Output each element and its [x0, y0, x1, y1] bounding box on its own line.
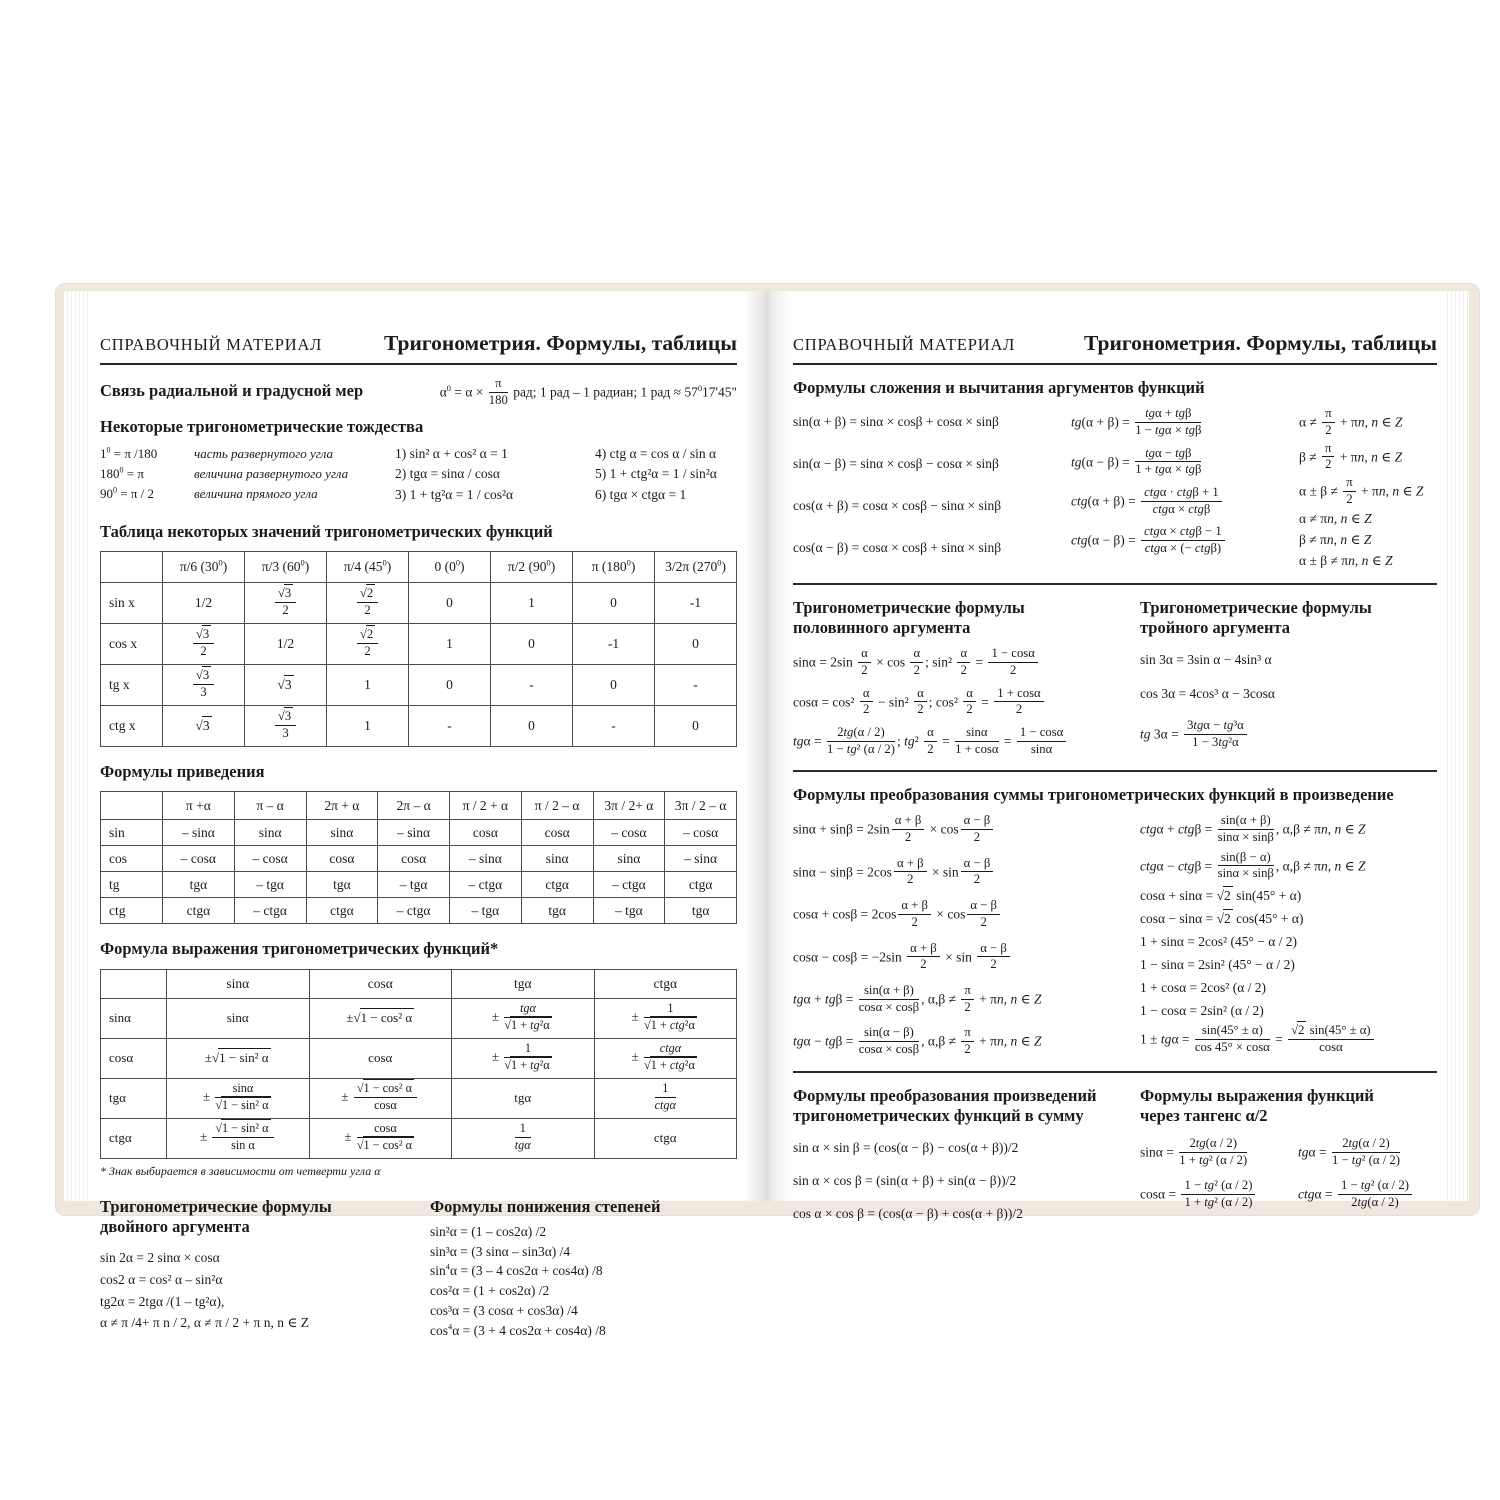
section-heading-double: Тригонометрические формулы двойного аргумента — [100, 1196, 332, 1236]
formula-line: sinα + sinβ = 2sin $\frac{\alpha + \beta}{2}$ × cos $\frac{\alpha - \beta}{2}$ — [793, 815, 1140, 845]
expression-footnote: * Знак выбирается в зависимости от четверти угла α — [100, 1163, 381, 1178]
formula-line: sin³α = (3 sinα – sin3α) /4 — [430, 1243, 571, 1259]
identity-line: $180^0 = \pi$ величина развернутого угла — [100, 465, 349, 481]
row-label: tg x — [101, 665, 163, 706]
half-formulas — [793, 648, 1140, 757]
formula-line: sinα = $\frac{2tg(\alpha / 2)}{\text{1 + tg² (α / 2)}}$ — [1140, 1135, 1248, 1167]
table-cell: 1/2 — [163, 583, 245, 624]
formula-line: β ≠ $\frac{\pi}{2}$ + πn, n ∈ Z — [1299, 440, 1403, 472]
formula-line: tg(α − β) = tgα − tgβ 1 + tgα × tgβ — [1071, 445, 1202, 477]
table-row — [101, 898, 737, 924]
table-cell: - — [573, 706, 655, 747]
formula-line: sin(α − β) = sinα × cosβ − cosα × sinβ — [793, 456, 999, 471]
table-row — [101, 846, 737, 872]
table-cell: – cosα — [234, 846, 306, 872]
table-cell: cosα — [378, 846, 450, 872]
table-cell: - — [491, 665, 573, 706]
table-row — [101, 820, 737, 846]
identities-col-c — [595, 446, 737, 505]
table-row — [101, 1038, 737, 1078]
row-label: tg — [101, 872, 163, 898]
formula-line: tg(α + β) = tgα + tgβ 1 − tgα × tgβ — [1071, 406, 1202, 437]
table-cell: 1 — [409, 624, 491, 665]
table-cell: 0 — [409, 583, 491, 624]
table-cell: - — [655, 665, 737, 706]
table-cell: – cosα — [665, 820, 737, 846]
section-heading-identities: Некоторые тригонометрические тождества — [100, 417, 424, 437]
section-heading-prod2sum: Формулы преобразования произведений тригонометрических функций в сумму — [793, 1085, 1097, 1125]
formula-line: tg 3α = 3tgα − tg³α 1 − 3tg²α — [1140, 720, 1437, 750]
sum2prod-col1 — [793, 815, 1140, 1057]
section-sum2prod — [793, 785, 1437, 1057]
table-cell: ±√1 − sin² α — [167, 1038, 310, 1078]
table-cell: - — [409, 706, 491, 747]
formula-line: cos²α = (1 + cos2α) /2 — [430, 1283, 550, 1299]
formula-line: 6) tgα × ctgα = 1 — [595, 487, 687, 503]
table-cell: sinα — [593, 846, 665, 872]
formula-line: β ≠ πn, n ∈ Z — [1299, 532, 1372, 548]
formula-line: 1 − sinα = 2sin² (45° − α / 2) — [1140, 956, 1295, 972]
table-cell: – tgα — [593, 898, 665, 924]
formula-line: sin(α + β) = sinα × cosβ + cosα × sinβ — [793, 414, 999, 430]
tanhalf-col2 — [1298, 1135, 1437, 1211]
table-cell: $\frac{√3}{3}$ — [245, 706, 327, 747]
table-row — [101, 998, 737, 1038]
table-cell: √3 — [163, 706, 245, 747]
row-label: tgα — [101, 1078, 167, 1118]
table-row — [101, 665, 737, 706]
table-cell: – sinα — [378, 820, 450, 846]
section-identities — [100, 417, 737, 504]
table-cell: ctgα — [306, 898, 378, 924]
column-header: 3/2π $(270^0)$ — [655, 552, 737, 583]
column-header: π/4 $(45^0)$ — [327, 552, 409, 583]
table-cell: 0 — [655, 706, 737, 747]
formula-line: $\cos^4\alpha = (3 + 4$ cos2α + cos4α) /8 — [430, 1322, 606, 1338]
table-cell: ±√1 − cos² α — [309, 998, 452, 1038]
data-table — [100, 969, 737, 1159]
table-cell: cosα — [309, 1038, 452, 1078]
triple-formulas — [1140, 652, 1437, 750]
table-cell: sinα — [234, 820, 306, 846]
formula-line: cos α × cos β = (cos(α − β) + cos(α + β))/2 — [793, 1205, 1023, 1221]
values-table — [100, 551, 737, 747]
column-header: π / 2 + α — [450, 792, 522, 820]
formula-line: 1) sin² α + cos² α = 1 — [395, 445, 508, 461]
table-cell: tgα — [163, 872, 235, 898]
table-cell: – ctgα — [378, 898, 450, 924]
data-table — [100, 791, 737, 924]
formula-line: α ≠ π /4+ π n / 2, α ≠ π / 2 + π n, n ∈ Z — [100, 1315, 309, 1331]
column-header: π / 2 – α — [521, 792, 593, 820]
formula-line: 1 + sinα = 2cos² (45° − α / 2) — [1140, 933, 1298, 949]
section-heading-reduction: Формулы приведения — [100, 762, 265, 782]
table-cell: 0 — [409, 665, 491, 706]
table-cell: $\frac{√2}{2}$ — [327, 624, 409, 665]
formula-line: cosα = cos² $\frac{\alpha}{2}$ − sin² $\frac{\alpha}{2}$ ; cos² $\frac{\alpha}{2}$ = $\frac{1 + \cos\alpha}{2}$ — [793, 688, 1140, 718]
formula-line: tgα = $\frac{2tg(\alpha / 2)}{\text{1 − tg² (α / 2)}}$ ; tg² $\frac{\alpha}{2}$ = $\frac{\sin\alpha}{1 + \cos\alpha}$ = $\frac{1 - \cos\alpha}{\sin\alpha}$ — [793, 727, 1140, 757]
column-header: π +α — [163, 792, 235, 820]
row-label: sin — [101, 820, 163, 846]
table-cell: ± ctgα √1 + ctg²α — [594, 1038, 737, 1078]
column-header: ctgα — [594, 969, 737, 998]
formula-line: ctg(α + β) = ctgα · ctgβ + 1 ctgα × ctgβ — [1071, 487, 1299, 517]
table-cell: 1 — [327, 665, 409, 706]
page-title: Тригонометрия. Формулы, таблицы — [1083, 331, 1437, 355]
data-table — [100, 551, 737, 747]
formula-line: sin²α = (1 – cos2α) /2 — [430, 1223, 547, 1239]
table-cell: ± $\frac{\text{√1 − cos² α}}{\cos\alpha}$ — [309, 1078, 452, 1118]
section-heading-sum2prod: Формулы преобразования суммы тригонометрических функций в произведение — [793, 785, 1394, 805]
formula-line: cos³α = (3 cosα + cos3α) /4 — [430, 1303, 578, 1319]
formula-line: 2) tgα = sinα / cosα — [395, 466, 500, 482]
formula-line: tgα − tgβ = $\frac{\sin(\alpha - \beta)}{\cos\alpha \times \cos\beta}$ , α,β ≠ $\frac{\pi}{2}$ + πn, n ∈ Z — [793, 1025, 1042, 1056]
column-header: 3π / 2+ α — [593, 792, 665, 820]
right-page — [763, 291, 1469, 1221]
tanhalf-col1 — [1140, 1135, 1298, 1211]
table-cell: 1 tgα — [452, 1118, 595, 1158]
section-heading-half: Тригонометрические формулы половинного аргумента — [793, 597, 1025, 637]
table-cell: tgα — [521, 898, 593, 924]
section-values — [100, 522, 737, 747]
reduction-table — [100, 791, 737, 924]
table-cell: ± tgα √1 + tg²α — [452, 998, 595, 1038]
column-header: π/2 $(90^0)$ — [491, 552, 573, 583]
formula-line: cos 3α = 4cos³ α − 3cosα — [1140, 686, 1275, 701]
table-cell: – tgα — [234, 872, 306, 898]
sum2prod-col2 — [1140, 815, 1437, 1055]
formula-line: tg2α = 2tgα /(1 – tg²α), — [100, 1293, 225, 1309]
formula-line: α ± β ≠ $\frac{\pi}{2}$ + πn, n ∈ Z — [1299, 474, 1424, 506]
table-cell: sinα — [306, 820, 378, 846]
table-cell: sinα — [521, 846, 593, 872]
section-heading-radial: Связь радиальной и градусной мер — [100, 381, 364, 401]
formula-line: tgα = $\frac{2tg(\alpha / 2)}{\text{1 − tg² (α / 2)}}$ — [1298, 1135, 1400, 1167]
table-cell: ctgα — [665, 872, 737, 898]
section-heading-values: Таблица некоторых значений тригонометрических функций — [100, 522, 553, 542]
column-header: π/3 $(60^0)$ — [245, 552, 327, 583]
column-header: 2π + α — [306, 792, 378, 820]
table-cell: cosα — [521, 820, 593, 846]
formula-line: sinα − sinβ = 2cos $\frac{\alpha + \beta}{2}$ × sin $\frac{\alpha - \beta}{2}$ — [793, 858, 1140, 888]
power-formulas — [430, 1224, 737, 1340]
table-cell: sinα — [167, 998, 310, 1038]
section-addsub — [793, 378, 1437, 570]
row-label: sinα — [101, 998, 167, 1038]
table-cell: -1 — [573, 624, 655, 665]
formula-line: sin α × cos β = (sin(α + β) + sin(α − β))/2 — [793, 1172, 1017, 1188]
table-cell: ± 1 √1 + ctg²α — [594, 998, 737, 1038]
table-cell: √3 — [245, 665, 327, 706]
table-cell: ± $\frac{\cos\alpha}{\text{√1 − cos² α}}$ — [309, 1118, 452, 1158]
formula-line: 3) 1 + tg²α = 1 / cos²α — [395, 487, 514, 503]
table-cell: 0 — [573, 665, 655, 706]
formula-line: 5) 1 + ctg²α = 1 / sin²α — [595, 466, 717, 482]
table-row — [101, 872, 737, 898]
section-heading-expression: Формула выражения тригонометрических функций* — [100, 939, 499, 959]
table-cell: 1 — [491, 583, 573, 624]
column-header: 2π – α — [378, 792, 450, 820]
column-header — [101, 969, 167, 998]
column-header — [101, 552, 163, 583]
page-header — [100, 331, 737, 365]
formula-line: 1 ± tgα = $\frac{\sin(45^\circ \pm \alpha)}{\cos 45^\circ \times \cos\alpha}$ = $\frac{√2 \sin(45^\circ \pm \alpha)}{\cos\alpha}$ — [1140, 1025, 1437, 1055]
table-cell: cosα — [450, 820, 522, 846]
table-row — [101, 624, 737, 665]
formula-line: tgα + tgβ = $\frac{\sin(\alpha + \beta)}{\cos\alpha \times \cos\beta}$ , α,β ≠ $\frac{\pi}{2}$ + πn, n ∈ Z — [793, 982, 1042, 1014]
formula-line: sin 2α = 2 sinα × cosα — [100, 1249, 220, 1265]
page-header — [793, 331, 1437, 365]
table-header-row — [101, 792, 737, 820]
row-label: ctg x — [101, 706, 163, 747]
table-cell: – cosα — [163, 846, 235, 872]
formula-line: sinα = 2sin $\frac{\alpha}{2}$ × cos $\frac{\alpha}{2}$ ; sin² $\frac{\alpha}{2}$ = $\frac{1 - \cos\alpha}{2}$ — [793, 648, 1140, 678]
section-divider — [793, 1071, 1437, 1073]
table-cell: $\frac{√3}{2}$ — [245, 583, 327, 624]
table-cell: – tgα — [378, 872, 450, 898]
row-label: cos x — [101, 624, 163, 665]
row-label: ctgα — [101, 1118, 167, 1158]
section-heading-triple: Тригонометрические формулы тройного аргумента — [1140, 597, 1372, 637]
formula-line: 1 + cosα = 2cos² (α / 2) — [1140, 979, 1267, 995]
table-cell: 1/2 — [245, 624, 327, 665]
row-label: cosα — [101, 1038, 167, 1078]
table-cell: 0 — [655, 624, 737, 665]
formula-line: ctgα − ctgβ = $\frac{\sin(\beta - \alpha)}{\sin\alpha \times \sin\beta}$ , α,β ≠ πn, n ∈ Z — [1140, 849, 1366, 881]
addsub-col2 — [1071, 408, 1299, 557]
column-header: 0 $(0^0)$ — [409, 552, 491, 583]
formula-line: cosα = $\frac{\text{1 − tg² (α / 2)}}{\text{1 + tg² (α / 2)}}$ — [1140, 1180, 1298, 1210]
table-cell: -1 — [655, 583, 737, 624]
table-row — [101, 706, 737, 747]
table-cell: tgα — [306, 872, 378, 898]
table-row — [101, 1078, 737, 1118]
formula-line: sin α × sin β = (cos(α − β) − cos(α + β))/2 — [793, 1139, 1019, 1155]
radial-formula: $\alpha^0 = \alpha$ × $\frac{\pi}{180}$ рад; 1 рад – 1 радиан; 1 рад ≈ $57^017'45$" — [439, 376, 737, 407]
table-cell: $\frac{√3}{2}$ — [163, 624, 245, 665]
table-cell: 0 — [491, 624, 573, 665]
table-cell: ± $\frac{1}{\text{√1 + tg²α}}$ — [452, 1038, 595, 1078]
table-cell: ctgα — [521, 872, 593, 898]
column-header: cosα — [309, 969, 452, 998]
formula-line: α ≠ πn, n ∈ Z — [1299, 511, 1372, 527]
table-cell: ± $\frac{\text{√1 − sin² α}}{\text{sin α}}$ — [167, 1118, 310, 1158]
table-cell: 1 ctgα — [594, 1078, 737, 1118]
table-header-row — [101, 552, 737, 583]
table-row — [101, 1118, 737, 1158]
page-title: Тригонометрия. Формулы, таблицы — [383, 331, 737, 355]
identities-col-b — [395, 446, 595, 505]
formula-line: α ± β ≠ πn, n ∈ Z — [1299, 553, 1393, 568]
formula-line: cosα − cosβ = −2sin $\frac{\alpha + \beta}{2}$ × sin $\frac{\alpha - \beta}{2}$ — [793, 943, 1140, 973]
addsub-col3 — [1299, 408, 1437, 570]
table-header-row — [101, 969, 737, 998]
table-cell: – sinα — [163, 820, 235, 846]
column-header: tgα — [452, 969, 595, 998]
formula-line: sin 3α = 3sin α − 4sin³ α — [1140, 652, 1272, 668]
column-header: π/6 $(30^0)$ — [163, 552, 245, 583]
formula-line: $\sin^4\alpha = (3 - 4$ cos2α + cos4α) /8 — [430, 1262, 603, 1279]
double-formulas — [100, 1250, 430, 1333]
table-cell: – cosα — [593, 820, 665, 846]
section-heading-addsub: Формулы сложения и вычитания аргументов функций — [793, 378, 1205, 397]
section-bottom-left — [100, 1197, 737, 1340]
formula-line: cosα + cosβ = 2cos $\frac{\alpha + \beta}{2}$ × cos $\frac{\alpha - \beta}{2}$ — [793, 900, 1140, 930]
identities-col-a — [100, 446, 395, 502]
section-reduction — [100, 762, 737, 924]
column-header: 3π / 2 – α — [665, 792, 737, 820]
row-label: ctg — [101, 898, 163, 924]
table-cell: 1 — [327, 706, 409, 747]
formula-line: ctgα = $\frac{\text{1 − tg² (α / 2)}}{2tg(\alpha / 2)}$ — [1298, 1180, 1437, 1210]
section-expression — [100, 939, 737, 1178]
row-label: sin x — [101, 583, 163, 624]
identity-line: $90^0 = \pi / 2$ величина прямого угла — [100, 485, 318, 501]
column-header: π $(180^0)$ — [573, 552, 655, 583]
section-half-triple — [793, 598, 1437, 757]
table-cell: cosα — [306, 846, 378, 872]
formula-line: cos2 α = cos² α – sin²α — [100, 1271, 223, 1287]
table-cell: $\frac{√3}{3}$ — [163, 665, 245, 706]
section-heading-tanhalf: Формулы выражения функций через тангенс α/2 — [1140, 1085, 1374, 1125]
table-cell: ± $\frac{\sin\alpha}{\text{√1 − sin² α}}$ — [167, 1078, 310, 1118]
formula-line: cosα − sinα = √2 cos(45° + α) — [1140, 911, 1304, 926]
page-kicker: СПРАВОЧНЫЙ МАТЕРИАЛ — [793, 335, 1016, 354]
table-cell: – ctgα — [450, 872, 522, 898]
table-cell: – ctgα — [234, 898, 306, 924]
section-radial — [100, 378, 737, 408]
table-cell: – tgα — [450, 898, 522, 924]
expression-table — [100, 969, 737, 1159]
table-cell: ctgα — [163, 898, 235, 924]
table-cell: – sinα — [450, 846, 522, 872]
table-cell: – sinα — [665, 846, 737, 872]
section-heading-power: Формулы понижения степеней — [430, 1196, 661, 1216]
table-cell: ctgα — [594, 1118, 737, 1158]
table-cell: 0 — [491, 706, 573, 747]
table-cell: – ctgα — [593, 872, 665, 898]
formula-line: ctgα + ctgβ = $\frac{\sin(\alpha + \beta)}{\sin\alpha \times \sin\beta}$ , α,β ≠ πn, n ∈ Z — [1140, 813, 1366, 845]
addsub-col1 — [793, 408, 1071, 557]
page-kicker: СПРАВОЧНЫЙ МАТЕРИАЛ — [100, 335, 323, 354]
table-cell: tgα — [452, 1078, 595, 1118]
row-label: cos — [101, 846, 163, 872]
formula-line: α ≠ $\frac{\pi}{2}$ + πn, n ∈ Z — [1299, 406, 1403, 437]
table-cell: 0 — [573, 583, 655, 624]
formula-line: ctg(α − β) = ctgα × ctgβ − 1 ctgα × (− ctgβ) — [1071, 526, 1299, 556]
prod2sum-formulas — [793, 1140, 1140, 1223]
formula-line: cos(α − β) = cosα × cosβ + sinα × sinβ — [793, 539, 1002, 555]
table-cell: $\frac{√2}{2}$ — [327, 583, 409, 624]
table-row — [101, 583, 737, 624]
left-page — [64, 291, 763, 1338]
identity-line: $1^0 = \pi$ /180 часть развернутого угла — [100, 445, 333, 461]
formula-line: cos(α + β) = cosα × cosβ − sinα × sinβ — [793, 497, 1002, 513]
column-header — [101, 792, 163, 820]
section-divider — [793, 770, 1437, 772]
table-cell: tgα — [665, 898, 737, 924]
formula-line: 4) ctg α = cos α / sin α — [595, 445, 717, 461]
column-header: sinα — [167, 969, 310, 998]
formula-line: 1 − cosα = 2sin² (α / 2) — [1140, 1002, 1264, 1018]
formula-line: cosα + sinα = √2 sin(45° + α) — [1140, 888, 1302, 904]
section-divider — [793, 583, 1437, 585]
section-bottom-right — [793, 1086, 1437, 1223]
book-cover — [55, 283, 1480, 1338]
column-header: π – α — [234, 792, 306, 820]
